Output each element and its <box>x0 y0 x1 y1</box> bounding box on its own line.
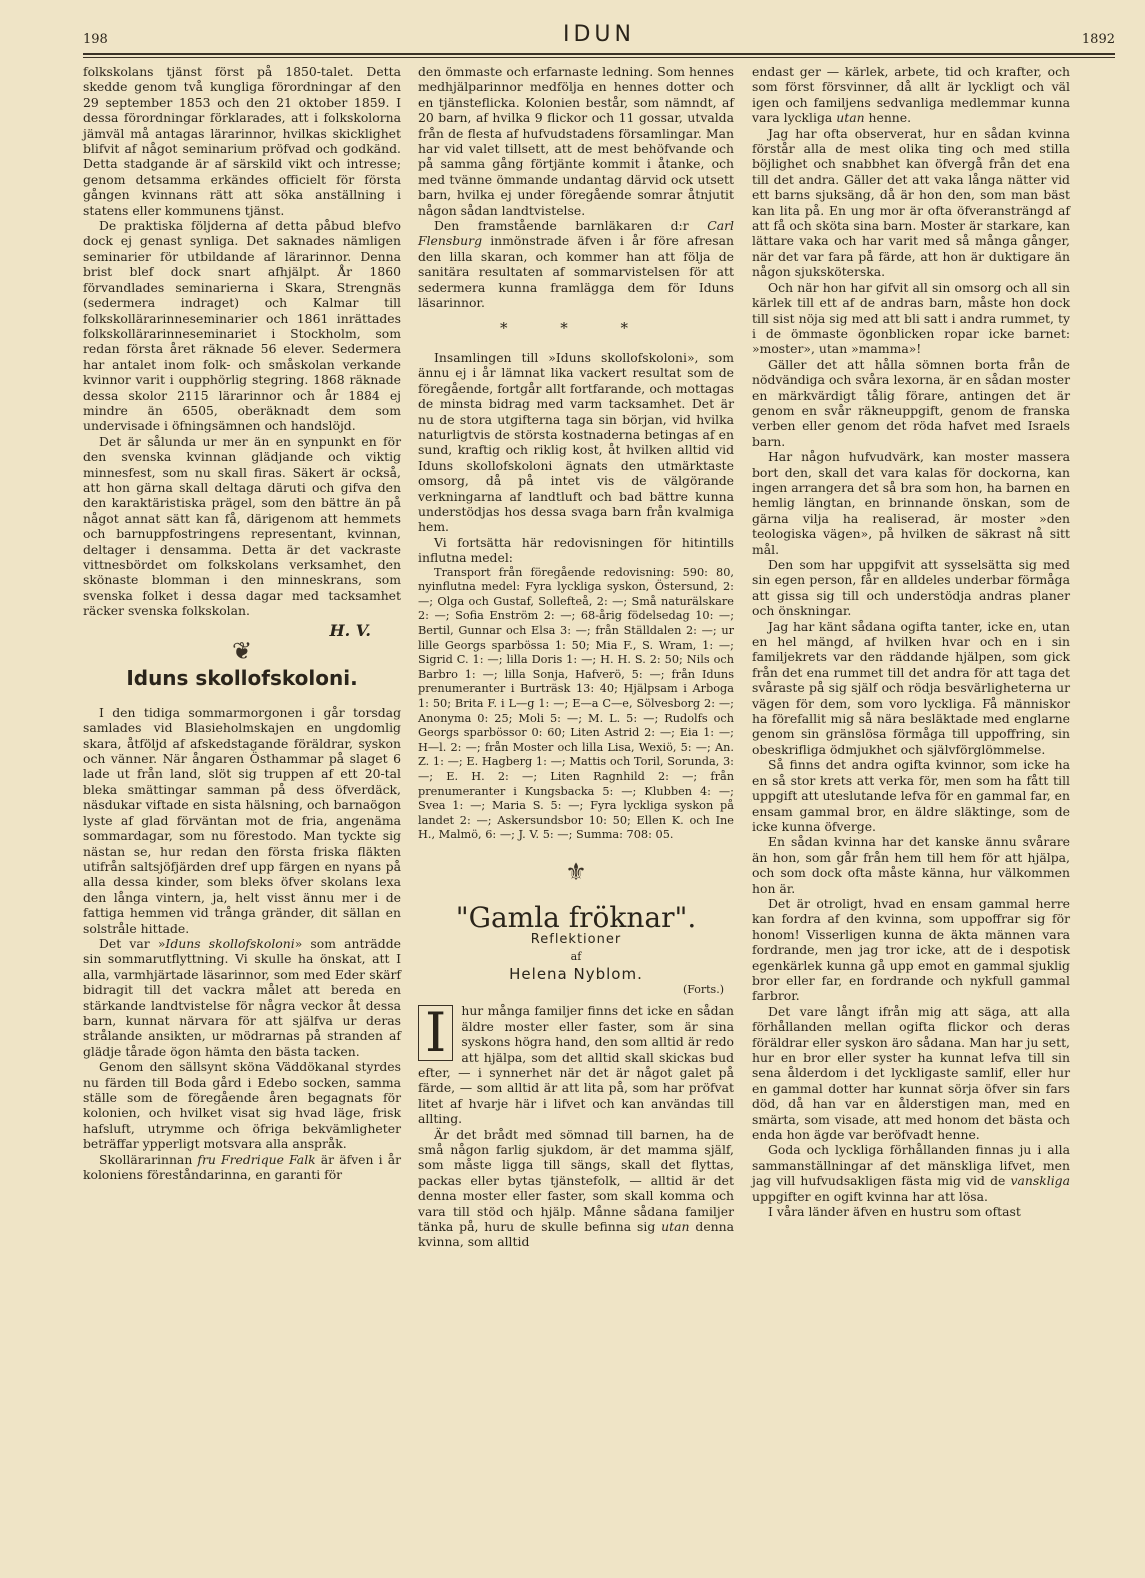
header-rule <box>83 53 1115 55</box>
emphasis: Iduns skollofskoloni <box>165 935 295 951</box>
year: 1892 <box>1081 32 1115 47</box>
donation-list: Transport från föregående redovisning: 590: 80, nyinflutna medel: Fyra lyckliga syskon, Östersund, 2: —; Olga och Gustaf, Sollefteå, 2: —; Små naturälskare 2: —; Sofia Enström 2: —; 68-årig födelsedag 10: —; Bertil, Gunnar och Elsa 3: —; från Ställdalen 2: —; ur lille Georgs sparbössa 1: 50; Mia F., S. Wram, 1: —; Sigrid C. 1: —; lilla Doris 1: —; H. H. S. 2: 50; Nils och Barbro 1: —; lilla Sonja, Hafverö, 5: —; från Iduns prenumeranter i Burträsk 13: 40; Hjälpsam i Arboga 1: 50; Brita F. i L—g 1: —; E—a C—e, Sölvesborg 2: —; Anonyma 0: 25; Moli 5: —; M. L. 5: —; Rudolfs och Georgs sparbössor 0: 60; Liten Astrid 2: —; Eia 1: —; H—l. 2: —; från Moster och lilla Lisa, Wexiö, 5: —; An. Z. 1: —; E. Hagberg 1: —; Mattis och Toril, Sorunda, 3: —; E. H. 2: —; Liten Ragnhild 2: —; från prenumeranter i Kungsbacka 5: —; Klubben 4: —; Svea 1: —; Maria S. 5: —; Fyra lyckliga syskon på landet 2: —; Askersundsbor 10: 50; Ellen K. och Ine H., Malmö, 6: —; J. V. 5: —; Summa: 708: 05. <box>418 565 734 842</box>
paragraph: Så finns det andra ogifta kvinnor, som icke ha en så stor krets att verka för, men som ha fått till uppgift att uteslutande lefva för en gammal far, en ensam gammal bror, en äldre släktinge, som de icke kunna öfverge. <box>752 757 1070 834</box>
header-rule-thin <box>83 57 1115 58</box>
text: » som anträdde sin sommarutflyttning. Vi skulle ha önskat, att I alla, varmhjärtade läsarinnor, som med Eder skärf bidragit till det vackra målet att bereda en stärkande landtvistelse för några veckor åt dessa barn, kunnat närvara för att själfva ur deras strålande ansikten, ur mödrarnas på stranden af glädje tårade ögon hämta den bästa tacken. <box>83 935 401 1059</box>
paragraph: Genom den sällsynt sköna Väddökanal styrdes nu färden till Boda gård i Edebo socken, samma ställe som de föregående åren begagnats för kolonien, och hvilket visat sig hvad läge, frisk hafsluft, utrymme och öfriga bekvämligheter beträffar ypperligt motsvara alla anspråk. <box>83 1059 401 1152</box>
continued-note: (Forts.) <box>682 982 724 996</box>
paragraph: Har någon hufvudvärk, kan moster massera bort den, skall det vara kalas för dockorna, kan ingen arrangera det så bra som hon, ha barnen en hemlig längtan, en brinnande önskan, som de gärna vilja ha realiserad, är moster »den teologiska vägen», på hvilken de säkrast nå sitt mål. <box>752 449 1070 557</box>
paragraph <box>418 1127 734 1250</box>
paragraph <box>83 1152 401 1183</box>
text: inmönstrade äfven i år före afresan den lilla skaran, och kommer han att följa de sanitära resultaten af sommarvistelsen för att sedermera kunna framlägga dem för Iduns läsarinnor. <box>418 233 734 311</box>
emphasis: fru Fredrique Falk <box>197 1151 316 1167</box>
text: hur många familjer finns det icke en sådan äldre moster eller faster, som är sina syskons högra hand, den som alltid är redo att hjälpa, som det alltid skall skickas bud efter, — i synnerhet när det är något galet på färde, — som alltid är att lita på, som har pröfvat litet af hvarje här i lifvet och kan användas till allting. <box>418 1003 734 1127</box>
paragraph: Den som har uppgifvit att sysselsätta sig med sin egen person, får en alldeles underbar förmåga att gissa sig till och understödja andras planer och önskningar. <box>752 557 1070 619</box>
paragraph <box>83 936 401 1059</box>
emphasis: utan <box>836 110 865 126</box>
article-heading: Iduns skollofskoloni. <box>126 666 358 691</box>
paragraph: Det är sålunda ur mer än en synpunkt en för den svenska kvinnan glädjande och viktig minnesfest, som nu skall firas. Säkert är också, att hon gärna skall deltaga däruti och gifva den den karaktäristiska prägel, som den bättre än på något annat sätt kan få, därigenom att hemmets och barnuppfostringens representant, kvinnan, deltager i densamma. Detta är det vackraste vittnesbördet om folkskolans verksamhet, den skönaste blomman i den minneskrans, som svenska folket i dessa dagar med tacksamhet räcker svenska folkskolan. <box>83 433 401 619</box>
text: Är det brådt med sömnad till barnen, ha de små någon farlig sjukdom, är det mamma själf, som måste ligga till sängs, skall det flyttas, packas eller bytas tjänstefolk, — alltid är det denna moster eller faster, som skall komma och vara till stöd och hjälp. Månne sådana familjer tänka på, huru de skulle befinna sig <box>418 1126 734 1234</box>
drop-cap: I <box>418 1005 453 1061</box>
text: denna kvinna, som alltid <box>418 1219 734 1250</box>
paragraph: Det vare långt ifrån mig att säga, att alla förhållanden mellan ogifta flickor och deras föräldrar eller syskon äro sådana. Man har ju sett, hur en bror eller syster ha kunnat lefva till sin sena ålderdom i det lyckligaste samlif, eller hur en gammal dotter har kunnat sörja öfver sin fars död, då han var en ålderstigen man, med en smärta, som visade, att med honom det bästa och enda hon ägde var beröfvadt henne. <box>752 1003 1070 1143</box>
page-header <box>83 22 1115 52</box>
text: uppgifter en ogift kvinna har att lösa. <box>752 1188 988 1204</box>
emphasis: vanskliga <box>1010 1173 1070 1189</box>
page-number: 198 <box>83 32 108 47</box>
column-3 <box>752 64 1070 1219</box>
ornament-icon: ❦ <box>231 637 253 666</box>
paragraph: En sådan kvinna har det kanske ännu svårare än hon, som går från hem till hem för att hjälpa, och som dock ofta måste känna, hur välkommen hon är. <box>752 834 1070 896</box>
paragraph <box>418 218 734 310</box>
paragraph: folkskolans tjänst först på 1850-talet. Detta skedde genom två kungliga förordningar af den 29 september 1853 och den 21 oktober 1859. I dessa förordningar förklarades, att i folkskolorna jämväl må antagas lärarinnor, hvilkas skicklighet blifvit af något seminarium pröfvad och godkänd. Detta stadgande är af särskild vikt och intresse; genom detsamma erkändes officielt för första gången kvinnans rätt att söka anställning i statens eller kommunens tjänst. <box>83 64 401 218</box>
emphasis: Carl Flensburg <box>418 218 734 249</box>
signature: H. V. <box>329 620 371 640</box>
text: henne. <box>864 110 912 126</box>
paragraph <box>752 64 1070 126</box>
author-name: Helena Nyblom. <box>509 964 643 983</box>
paragraph: den ömmaste och erfarnaste ledning. Som hennes medhjälparinnor medfölja en hennes dotter och en tjänsteflicka. Kolonien består, som nämndt, af 20 barn, af hvilka 9 flickor och 11 gossar, utvalda från de flesta af hufvudstadens församlingar. Man har vid valet tillsett, att de mest behöfvande och på samma gång förtjänte kommit i åtanke, och med tvänne ömmande undantag därvid ock utsett barn, hvilka ej under föregående somrar åtnjutit någon sådan landtvistelse. <box>418 64 734 218</box>
text: Skollärarinnan <box>99 1151 198 1167</box>
paragraph <box>418 1003 734 1126</box>
text: Det var » <box>99 935 166 951</box>
masthead-title: IDUN <box>563 22 635 47</box>
section-separator: * * * <box>499 318 653 337</box>
column-1 <box>83 64 401 1182</box>
paragraph: I den tidiga sommarmorgonen i går torsdag samlades vid Blasieholmskajen en ungdomlig skara, åtföljd af afskedstagande föräldrar, syskon och vänner. När ångaren Östhammar på slaget 6 lade ut från land, slöt sig truppen af ett 20-tal bleka smättingar samman på dess öfverdäck, näsdukar viftade en sista hälsning, och barnaögon lyste af glad förväntan mot de fria, angenäma sommardagar, som nu förestodo. Man tyckte sig nästan se, hur redan den första friska fläkten utifrån saltsjöfjärden dref upp färgen en nyans på alla dessa kinder, som bleks öfver skolans lexa den långa vintern, ja, helt visst ännu mer i de fattiga hemmen vid trånga gränder, dit sällan en solstråle hittade. <box>83 704 401 936</box>
text: är äfven i år koloniens föreståndarinna, en garanti för <box>83 1151 402 1183</box>
paragraph: Och när hon har gifvit all sin omsorg och all sin kärlek till ett af de andras barn, måste hon dock till sist nöja sig med att bli satt i andra rummet, ty i de ömmaste ögonblicken ropar icke barnet: »moster», utan »mamma»! <box>752 279 1070 357</box>
paragraph: I våra länder äfven en hustru som oftast <box>768 1204 1021 1220</box>
paragraph: Gäller det att hålla sömnen borta från de nödvändiga och svåra lexorna, är en sådan moster en märkvärdigt tålig förare, antingen det är genom en svår räkneuppgift, genom de franska verben eller genom det röda hafvet med Israels barn. <box>752 356 1070 449</box>
paragraph: Insamlingen till »Iduns skollofskoloni», som ännu ej i år lämnat lika vackert resultat som de föregående, fortgår allt fortfarande, och mottagas de minsta bidrag med varm tacksamhet. Det är nu de stora utgifterna taga sin början, vid hvilka naturligtvis de största kostnaderna betingas af en sund, kraftig och riklig kost, åt hvilken alltid vid Iduns skollofskoloni ägnats den utmärktaste omsorg, då på intet vis de välgörande verkningarna af landtluft och bad bättre kunna understödjas hos dessa svaga barn från kvalmiga hem. <box>418 349 734 535</box>
paragraph: Jag har känt sådana ogifta tanter, icke en, utan en hel mängd, af hvilken hvar och en i sin familjekrets var den räddande hjälpen, som gick från det ena rummet till det andra för att taga det svåraste på sig själf och rödja besvärligheterna ur vägen för dem, som voro lyckliga. Få människor ha förefallit mig så nära besläktade med englarne genom sin gränslösa förmåga till uppoffring, sin obeskrifliga ödmjukhet och självförglömmelse. <box>752 618 1070 757</box>
paragraph: Det är otroligt, hvad en ensam gammal herre kan fordra af den kvinna, som uppoffrar sig för honom! Visserligen kunna de äkta männen vara fordrande, men jag tror icke, att de i despotisk egenkärlek kunna gå upp emot en gammal sjuklig bror eller far, en fordrande och nykfull gammal farbror. <box>752 895 1070 1004</box>
paragraph: Vi fortsätta här redovisningen för hitintills influtna medel: <box>418 534 734 566</box>
emphasis: utan <box>661 1219 690 1234</box>
ornament-icon: ⚜ <box>565 857 587 886</box>
paragraph: De praktiska följderna af detta påbud blefvo dock ej genast synliga. Det saknades nämligen seminarier för utbildande af lärarinnor. Denna brist blef dock snart afhjälpt. År 1860 förvandlades seminarierna i Skara, Strengnäs (sedermera indraget) och Kalmar till folkskollärarinneseminarier och 1861 inrättades folkskollärarinneseminariet i Stockholm, som redan första året räknade 56 elever. Sedermera har antalet inom folk- och småskolan verkande kvinnor varit i oupphörlig stegring. 1868 räknade dessa skolor 2115 lärarinnor och år 1884 ej mindre än 6505, oberäknadt dem som undervisade i öfningsämnen och handslöjd. <box>83 218 401 434</box>
byline-af: af <box>570 950 582 964</box>
column-2 <box>418 64 734 1250</box>
text: endast ger — kärlek, arbete, tid och krafter, och som först försvinner, då allt är lyckligt och väl igen och familjens sedvanliga medlemmar kunna vara lyckliga <box>752 64 1070 126</box>
article-subheading: Reflektioner <box>530 931 622 947</box>
paragraph <box>752 1142 1070 1204</box>
article-heading: "Gamla fröknar". <box>455 901 697 935</box>
text: Den framstående barnläkaren d:r <box>434 218 708 234</box>
text: Goda och lyckliga förhållanden finnas ju i alla sammanställningar af det mänskliga lifvet, men jag vill hufvudsakligen fästa mig vid de <box>752 1142 1070 1189</box>
paragraph: Jag har ofta observerat, hur en sådan kvinna förstår alla de mest olika ting och med stilla böjlighet och snabbhet kan öfvergå från det ena till det andra. Gäller det att vaka långa nätter vid ett barns sjuksäng, då är hon den, som man bäst kan lita på. En ung mor är ofta öfveransträngd af att få och sköta sina barn. Moster är starkare, kan lättare vaka och har varit med så många gånger, när det var fara på färde, att hon är duktigare än någon sjuksköterska. <box>752 125 1070 280</box>
